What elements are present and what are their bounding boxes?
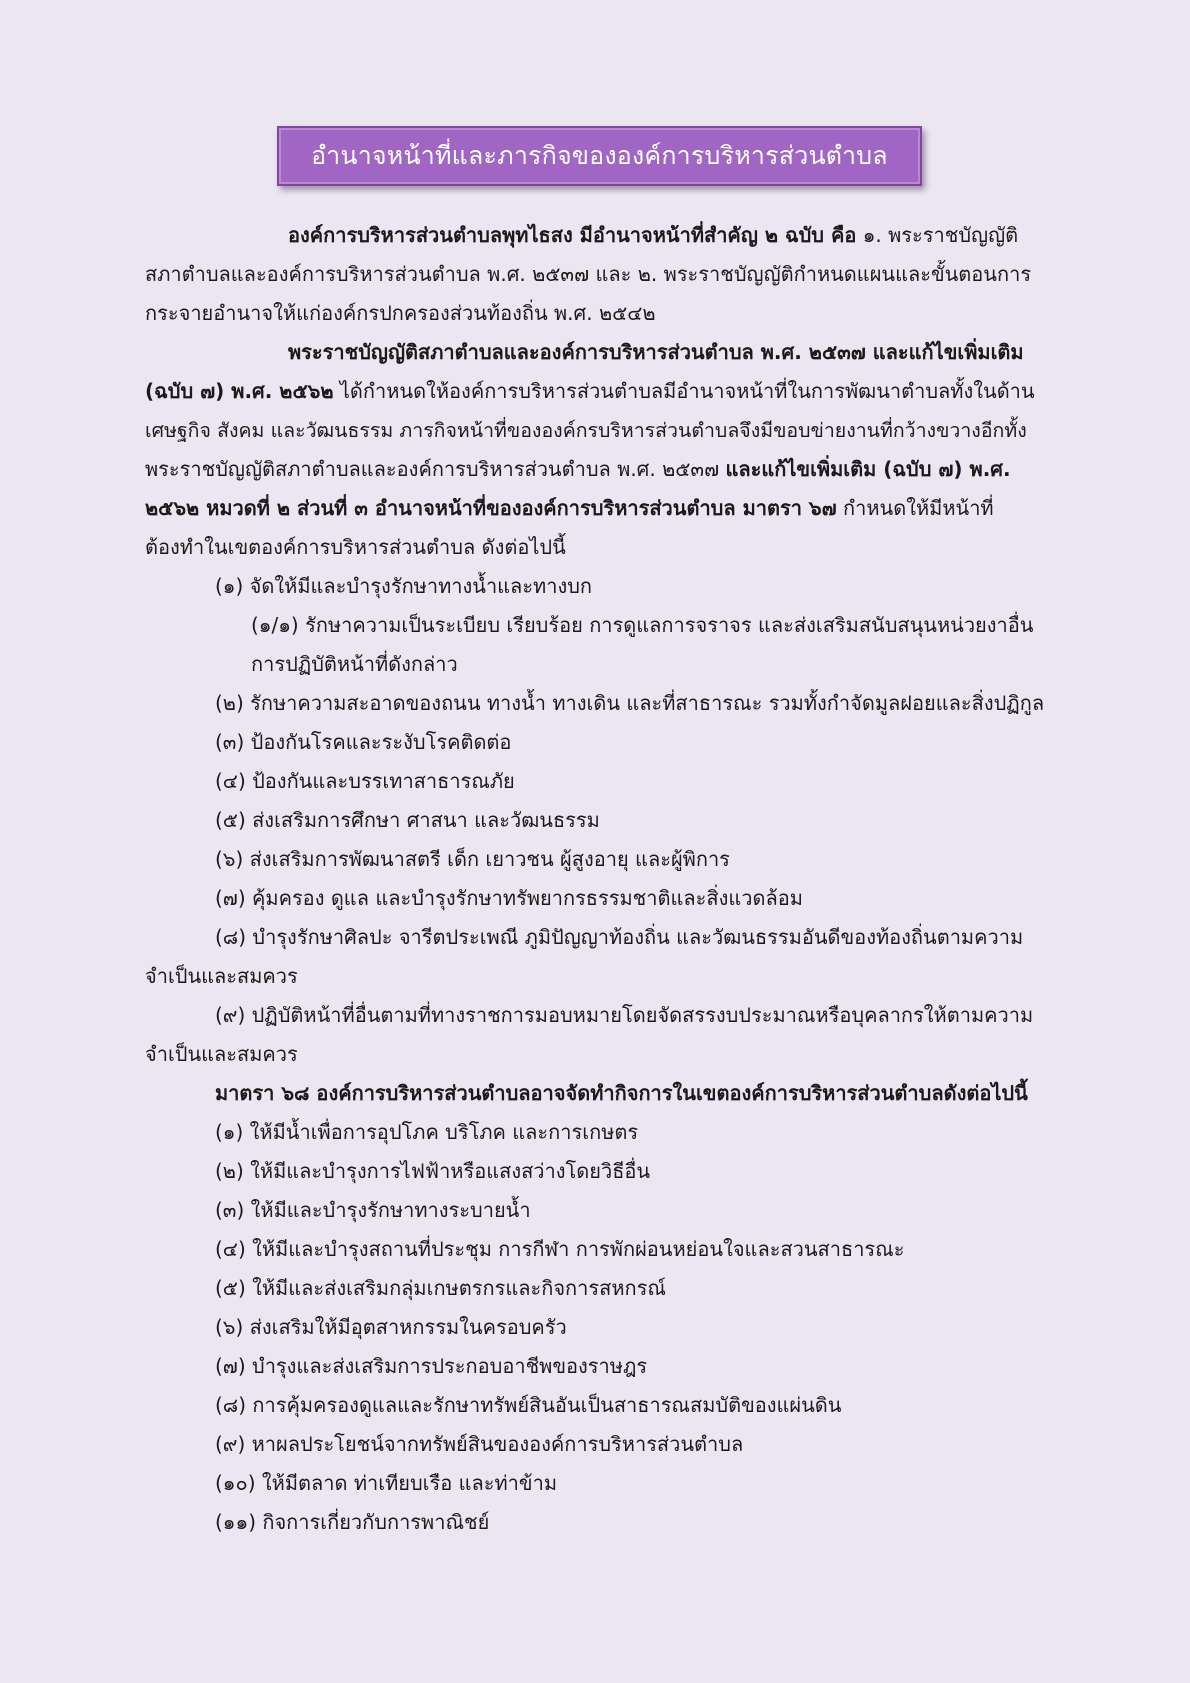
list-item: (๕) ส่งเสริมการศึกษา ศาสนา และวัฒนธรรม (215, 808, 600, 832)
list-item: (๔) ให้มีและบำรุงสถานที่ประชุม การกีฬา การพักผ่อนหย่อนใจและสวนสาธารณะ (215, 1237, 905, 1261)
list-item: (๕) ให้มีและส่งเสริมกลุ่มเกษตรกรและกิจการสหกรณ์ (215, 1276, 666, 1300)
list-item: (๓) ป้องกันโรคและระงับโรคติดต่อ (215, 730, 512, 754)
list-item: (๖) ส่งเสริมการพัฒนาสตรี เด็ก เยาวชน ผู้สูงอายุ และผู้พิการ (215, 847, 730, 871)
intro-bold: องค์การบริหารส่วนตำบลพุทไธสง มีอำนาจหน้าที่สำคัญ ๒ ฉบับ คือ (288, 223, 857, 247)
para2-bold: ๒๕๖๒ หมวดที่ ๒ ส่วนที่ ๓ อำนาจหน้าที่ขององค์การบริหารส่วนตำบล มาตรา ๖๗ (145, 496, 837, 520)
para2-line-2 (145, 372, 1047, 411)
title-banner (277, 126, 922, 186)
para2-line-4 (145, 450, 1047, 489)
document-body (145, 216, 1047, 1542)
intro-text: ๑. พระราชบัญญัติ (856, 223, 1019, 247)
list-item: (๑๐) ให้มีตลาด ท่าเทียบเรือ และท่าข้าม (215, 1471, 558, 1495)
intro-line-1 (145, 216, 1047, 255)
para2-line-6: ต้องทำในเขตองค์การบริหารส่วนตำบล ดังต่อไปนี้ (145, 535, 566, 559)
list-item: (๒) ให้มีและบำรุงการไฟฟ้าหรือแสงสว่างโดยวิธีอื่น (215, 1159, 651, 1183)
list-item: (๖) ส่งเสริมให้มีอุตสาหกรรมในครอบครัว (215, 1315, 567, 1339)
list-item: (๑) ให้มีน้ำเพื่อการอุปโภค บริโภค และการเกษตร (215, 1120, 639, 1144)
list-item: (๓) ให้มีและบำรุงรักษาทางระบายน้ำ (215, 1198, 531, 1222)
page-title: อำนาจหน้าที่และภารกิจขององค์การบริหารส่วนตำบล (311, 141, 888, 170)
para2-text: พระราชบัญญัติสภาตำบลและองค์การบริหารส่วนตำบล พ.ศ. ๒๕๓๗ (145, 457, 726, 481)
list-item: (๘) บำรุงรักษาศิลปะ จารีตประเพณี ภูมิปัญญาท้องถิ่น และวัฒนธรรมอันดีของท้องถิ่นตามความ (215, 925, 1024, 949)
para2-line-5 (145, 489, 1047, 528)
list-item: (๔) ป้องกันและบรรเทาสาธารณภัย (215, 769, 515, 793)
list-item-continued: จำเป็นและสมควร (145, 1042, 298, 1066)
list-item: (๘) การคุ้มครองดูแลและรักษาทรัพย์สินอันเป็นสาธารณสมบัติของแผ่นดิน (215, 1393, 842, 1417)
list-subitem-continued: การปฏิบัติหน้าที่ดังกล่าว (251, 652, 458, 676)
intro-line-3: กระจายอำนาจให้แก่องค์กรปกครองส่วนท้องถิ่น พ.ศ. ๒๕๔๒ (145, 301, 656, 325)
list-item: (๗) บำรุงและส่งเสริมการประกอบอาชีพของราษฎร (215, 1354, 648, 1378)
para2-bold: และแก้ไขเพิ่มเติม (ฉบับ ๗) พ.ศ. (725, 457, 1011, 481)
section-68-heading-text: มาตรา ๖๘ องค์การบริหารส่วนตำบลอาจจัดทำกิจการในเขตองค์การบริหารส่วนตำบลดังต่อไปนี้ (215, 1081, 1028, 1105)
list-subitem: (๑/๑) รักษาความเป็นระเบียบ เรียบร้อย การดูแลการจราจร และส่งเสริมสนับสนุนหน่วยงาอื่น (251, 613, 1034, 637)
para2-line-1 (145, 333, 1047, 372)
list-item: (๒) รักษาความสะอาดของถนน ทางน้ำ ทางเดิน และที่สาธารณะ รวมทั้งกำจัดมูลฝอยและสิ่งปฏิกูล (215, 691, 1045, 715)
list-item-continued: จำเป็นและสมควร (145, 964, 298, 988)
list-item: (๑๑) กิจการเกี่ยวกับการพาณิชย์ (215, 1510, 490, 1534)
para2-bold: (ฉบับ ๗) พ.ศ. ๒๕๖๒ (145, 379, 334, 403)
section-68-heading (145, 1074, 1047, 1113)
intro-line-2: สภาตำบลและองค์การบริหารส่วนตำบล พ.ศ. ๒๕๓๗ และ ๒. พระราชบัญญัติกำหนดแผนและขั้นตอนการ (145, 262, 1032, 286)
para2-heading: พระราชบัญญัติสภาตำบลและองค์การบริหารส่วนตำบล พ.ศ. ๒๕๓๗ และแก้ไขเพิ่มเติม (288, 340, 1024, 364)
list-item: (๗) คุ้มครอง ดูแล และบำรุงรักษาทรัพยากรธรรมชาติและสิ่งแวดล้อม (215, 886, 803, 910)
para2-text: กำหนดให้มีหน้าที่ (836, 496, 994, 520)
list-item: (๑) จัดให้มีและบำรุงรักษาทางน้ำและทางบก (215, 574, 593, 598)
list-item: (๙) ปฏิบัติหน้าที่อื่นตามที่ทางราชการมอบหมายโดยจัดสรรงบประมาณหรือบุคลากรให้ตามความ (215, 1003, 1034, 1027)
para2-line-3: เศษฐกิจ สังคม และวัฒนธรรม ภารกิจหน้าที่ขององค์กรบริหารส่วนตำบลจึงมีขอบข่ายงานที่กว้างขวางอีกทั้ง (145, 419, 1027, 442)
list-item: (๙) หาผลประโยชน์จากทรัพย์สินขององค์การบริหารส่วนตำบล (215, 1432, 744, 1456)
para2-text: ได้กำหนดให้องค์การบริหารส่วนตำบลมีอำนาจหน้าที่ในการพัฒนาตำบลทั้งในด้าน (333, 379, 1035, 403)
